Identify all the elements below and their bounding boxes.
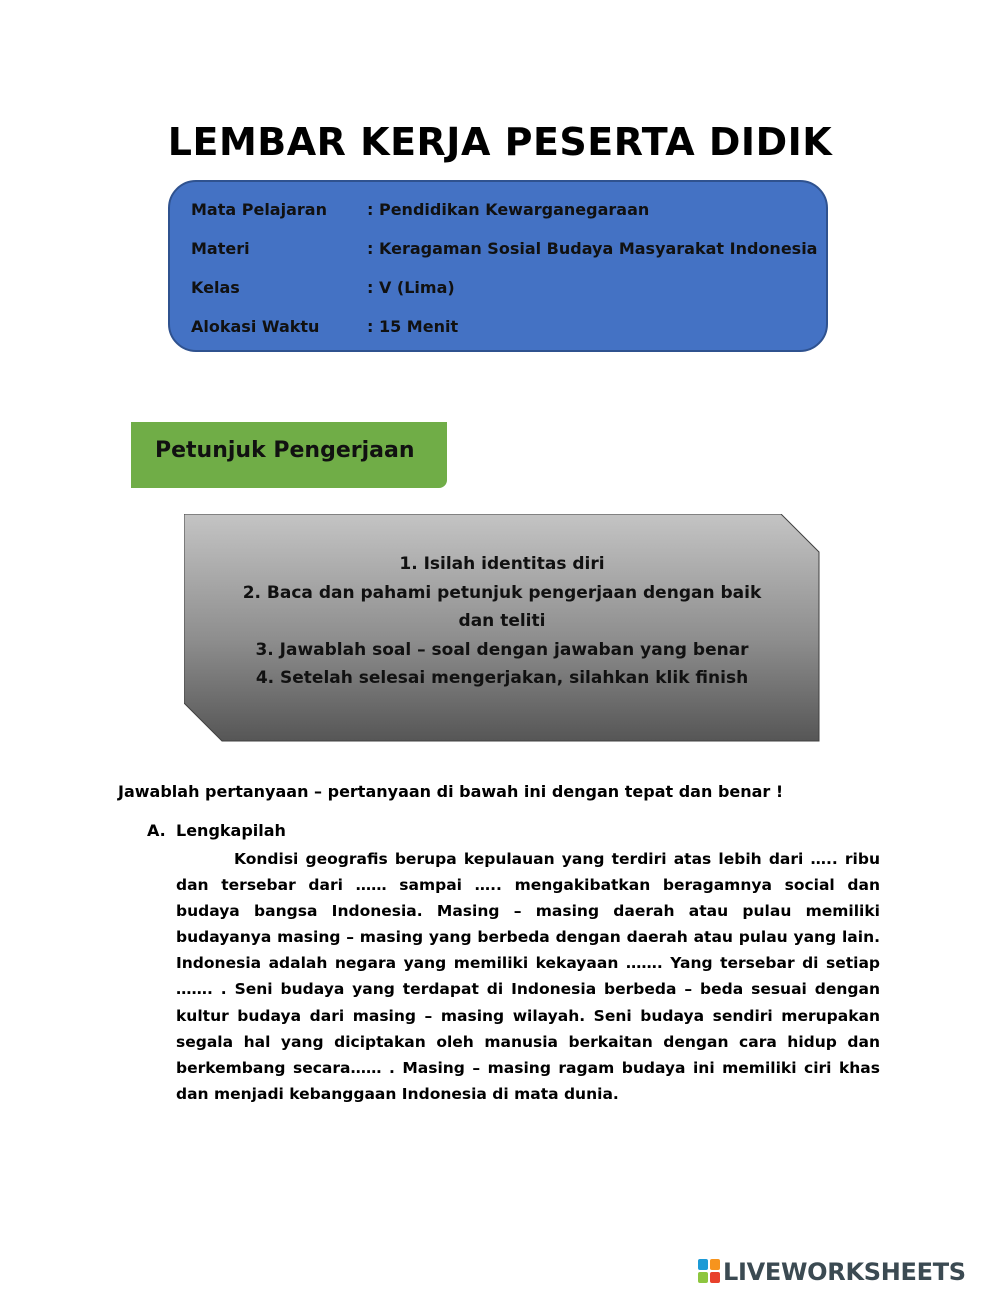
page-title: LEMBAR KERJA PESERTA DIDIK: [167, 120, 833, 164]
logo-mark-icon: [698, 1259, 720, 1283]
info-label: Alokasi Waktu: [191, 317, 320, 336]
logo-text: LIVEWORKSHEETS: [723, 1258, 966, 1286]
logo-square-i: [710, 1259, 720, 1270]
logo-square-l: [698, 1259, 708, 1270]
instruction-item: 4. Setelah selesai mengerjakan, silahkan klik finish: [255, 668, 749, 688]
logo-square-v: [698, 1272, 708, 1283]
info-label: Kelas: [191, 278, 240, 297]
info-value: : Pendidikan Kewarganegaraan: [367, 200, 650, 219]
info-value: : Keragaman Sosial Budaya Masyarakat Indonesia: [367, 239, 818, 258]
instruction-item: 1. Isilah identitas diri: [399, 554, 605, 574]
question-intro: Jawablah pertanyaan – pertanyaan di bawah ini dengan tepat dan benar !: [118, 782, 784, 801]
section-heading: [147, 821, 286, 840]
instruction-item: 3. Jawablah soal – soal dengan jawaban yang benar: [255, 639, 749, 660]
info-value: : V (Lima): [367, 278, 455, 297]
info-value: : 15 Menit: [367, 317, 459, 336]
instructions-heading-box: [131, 422, 447, 488]
info-box: [168, 180, 828, 352]
section-title: Lengkapilah: [176, 821, 286, 840]
question-paragraph: Kondisi geografis berupa kepulauan yang terdiri atas lebih dari ….. ribu dan tersebar dari …… sampai ….. mengakibatkan beragamnya social dan budaya bangsa Indonesia. Masing – masing daerah atau pulau memiliki budayanya masing – masing yang berbeda dengan daerah atau pulau yang lain. Indonesia adalah negara yang memiliki kekayaan ……. Yang tersebar di setiap ……. . Seni budaya yang terdapat di Indonesia berbeda – beda sesuai dengan kultur budaya dari masing – masing wilayah. Seni budaya sendiri merupakan segala hal yang diciptakan oleh manusia berkaitan dengan cara hidup dan berkembang secara…… . Masing – masing ragam budaya ini memiliki ciri khas dan menjadi kebanggaan Indonesia di mata dunia.: [176, 850, 880, 1103]
instructions-heading: Petunjuk Pengerjaan: [155, 438, 415, 463]
instructions-list: [184, 550, 820, 693]
info-label: Materi: [191, 239, 250, 258]
logo-square-e: [710, 1272, 720, 1283]
section-number: A.: [147, 821, 166, 840]
instructions-panel: [184, 514, 820, 742]
info-label: Mata Pelajaran: [191, 200, 327, 219]
instruction-item: 2. Baca dan pahami petunjuk pengerjaan dengan baik dan teliti: [242, 582, 762, 631]
